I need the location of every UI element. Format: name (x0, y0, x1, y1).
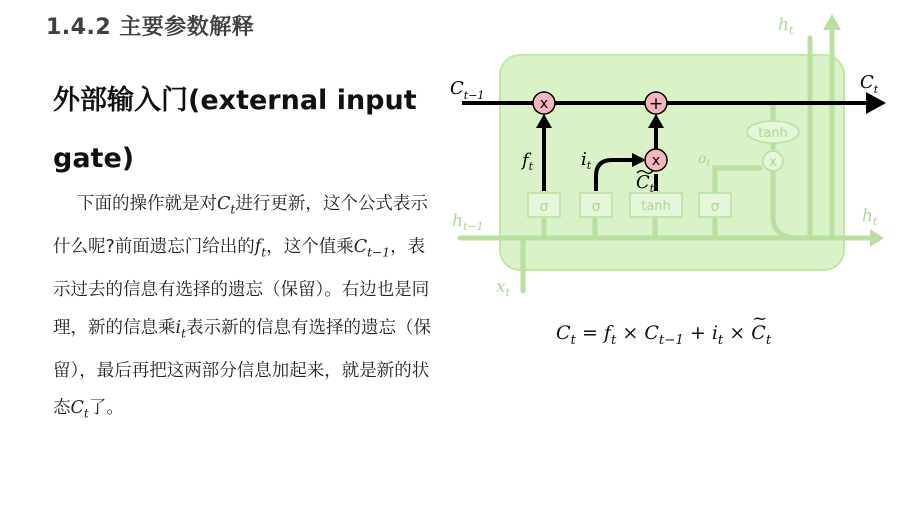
label-x-in: $x_t$ (496, 277, 511, 299)
label-c-tilde: $C_t$ (636, 172, 655, 195)
sym-c-t: $C_t$ (217, 194, 236, 217)
label-o-gate: $o_t$ (698, 151, 711, 169)
label-c-next: $C_t$ (860, 72, 879, 96)
cell-tanh-label: tanh (758, 126, 788, 141)
sym-f-t: $f_t$ (254, 237, 267, 260)
add-node (645, 92, 667, 114)
para-text-2: 进行更新，这个公式表示什么呢?前面遗忘门给出的 (53, 194, 428, 258)
svg-text:x: x (539, 96, 549, 112)
input-multiply-node (645, 149, 667, 171)
sym-c-t-minus-1: $C_{t-1}$ (353, 237, 391, 260)
sym-i-t: $i_t$ (175, 317, 187, 341)
para-text-6: 了。 (88, 398, 124, 419)
label-f-gate: $f_t$ (522, 150, 534, 173)
output-sigma-label: σ (710, 199, 720, 215)
label-i-gate: $i_t$ (581, 149, 592, 172)
h-top-arrowhead (823, 14, 841, 30)
para-text-4: ，表示过去的信息有选择的遗忘（保留）。右边也是同理，新的信息乘 (53, 237, 430, 338)
output-mult-label: x (769, 155, 777, 170)
label-h-top: $h_t$ (778, 15, 794, 37)
section-title: 1.4.2 主要参数解释 (46, 15, 255, 40)
svg-text:+: + (648, 94, 664, 114)
svg-text:x: x (651, 153, 661, 169)
lstm-cell-diagram (440, 8, 910, 308)
para-text-5: 表示新的信息有选择的遗忘（保留），最后再把这两部分信息加起来，就是新的状态 (53, 317, 432, 419)
para-text-1: 下面的操作就是对 (77, 194, 217, 214)
cell-update-formula: $C_t = f_t \times C_{t-1} + i_t$ × ~ $C_t$ (556, 322, 771, 348)
forget-sigma-label: σ (539, 199, 549, 215)
candidate-tanh-label: tanh (641, 199, 671, 214)
label-h-prev: $h_{t-1}$ (452, 211, 484, 233)
explanation-paragraph (53, 186, 433, 434)
forget-multiply-node (533, 92, 555, 114)
page-heading: 外部输入门(external input gate) (53, 85, 417, 174)
para-text-3: ，这个值乘 (266, 237, 354, 258)
label-c-prev: $C_{t-1}$ (450, 78, 485, 102)
label-h-next: $h_t$ (862, 206, 878, 228)
sym-c-t-final: $C_t$ (70, 398, 89, 421)
input-sigma-label: σ (591, 199, 601, 215)
h-next-arrowhead (870, 229, 884, 247)
